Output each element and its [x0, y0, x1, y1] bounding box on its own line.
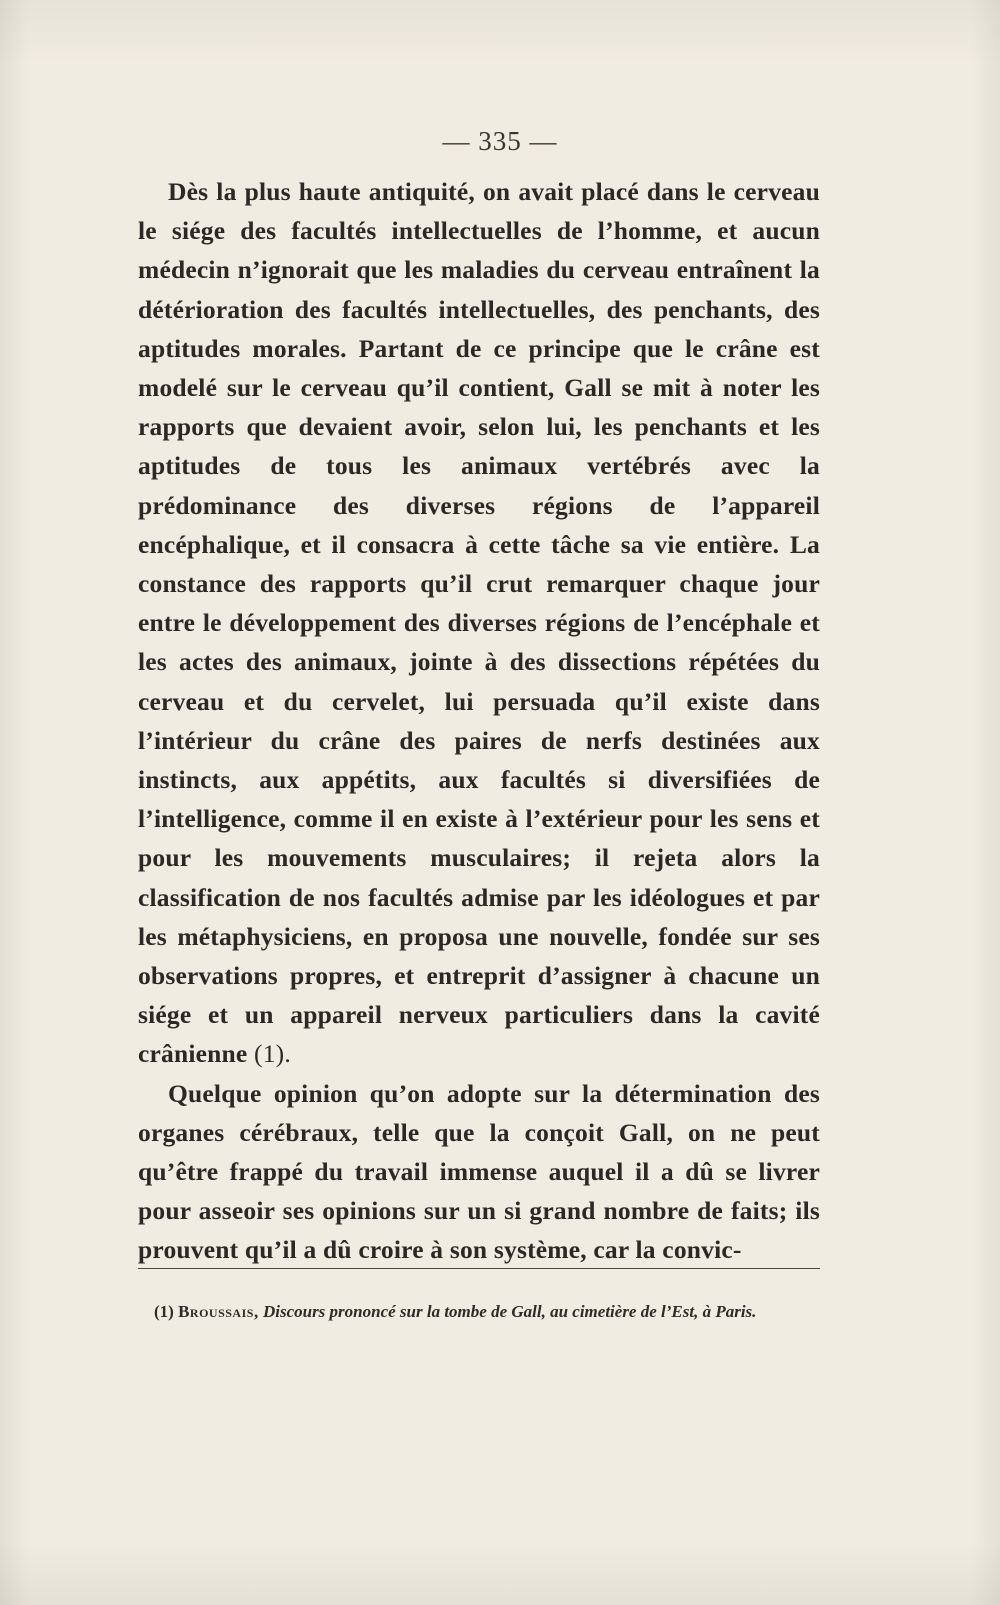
paragraph: Quelque opinion qu’on adopte sur la détermination des organes cérébraux, telle que la conçoit Gall, on ne peut qu’être frappé du travail immense auquel il a dû se livrer pour asseoir ses opinions sur un si grand nombre de faits; ils prouvent qu’il a dû croire à son système, car la convic-	[138, 1078, 820, 1265]
footnote-marker: (1)	[154, 1302, 174, 1321]
footnote-divider	[138, 1268, 820, 1269]
footnote-title: Discours prononcé sur la tombe de Gall, au cimetière de l’Est, à Paris.	[262, 1302, 757, 1321]
page-number: — 335 —	[442, 126, 558, 156]
body-text	[138, 172, 820, 1270]
paragraph	[138, 172, 820, 1074]
footnote-reference: (1).	[247, 1039, 291, 1069]
footnote-author: Broussais,	[178, 1302, 259, 1321]
paragraph-text: Dès la plus haute antiquité, on avait placé dans le cerveau le siége des facultés intellectuelles de l’homme, et aucun médecin n’ignorait que les maladies du cerveau entraînent la détérioration des facultés intellectuelles, des penchants, des aptitudes morales. Partant de ce principe que le crâne est modelé sur le cerveau qu’il contient, Gall se mit à noter les rapports que devaient avoir, selon lui, les penchants et les aptitudes de tous les animaux vertébrés avec la prédominance des diverses régions de l’appareil encéphalique, et il consacra à cette tâche sa vie entière. La constance des rapports qu’il crut remarquer chaque jour entre le développement des diverses régions de l’encéphale et les actes des animaux, jointe à des dissections répétées du cerveau et du cervelet, lui persuada qu’il existe dans l’intérieur du crâne des paires de nerfs destinées aux instincts, aux appétits, aux facultés si diversifiées de l’intelligence, comme il en existe à l’extérieur pour les sens et pour les mouvements musculaires; il rejeta alors la classification de nos facultés admise par les idéologues et par les métaphysiciens, en proposa une nouvelle, fondée sur ses observations propres, et entreprit d’assigner à chacune un siége et un appareil nerveux particuliers dans la cavité crânienne	[138, 177, 820, 1069]
footnote	[138, 1295, 820, 1328]
